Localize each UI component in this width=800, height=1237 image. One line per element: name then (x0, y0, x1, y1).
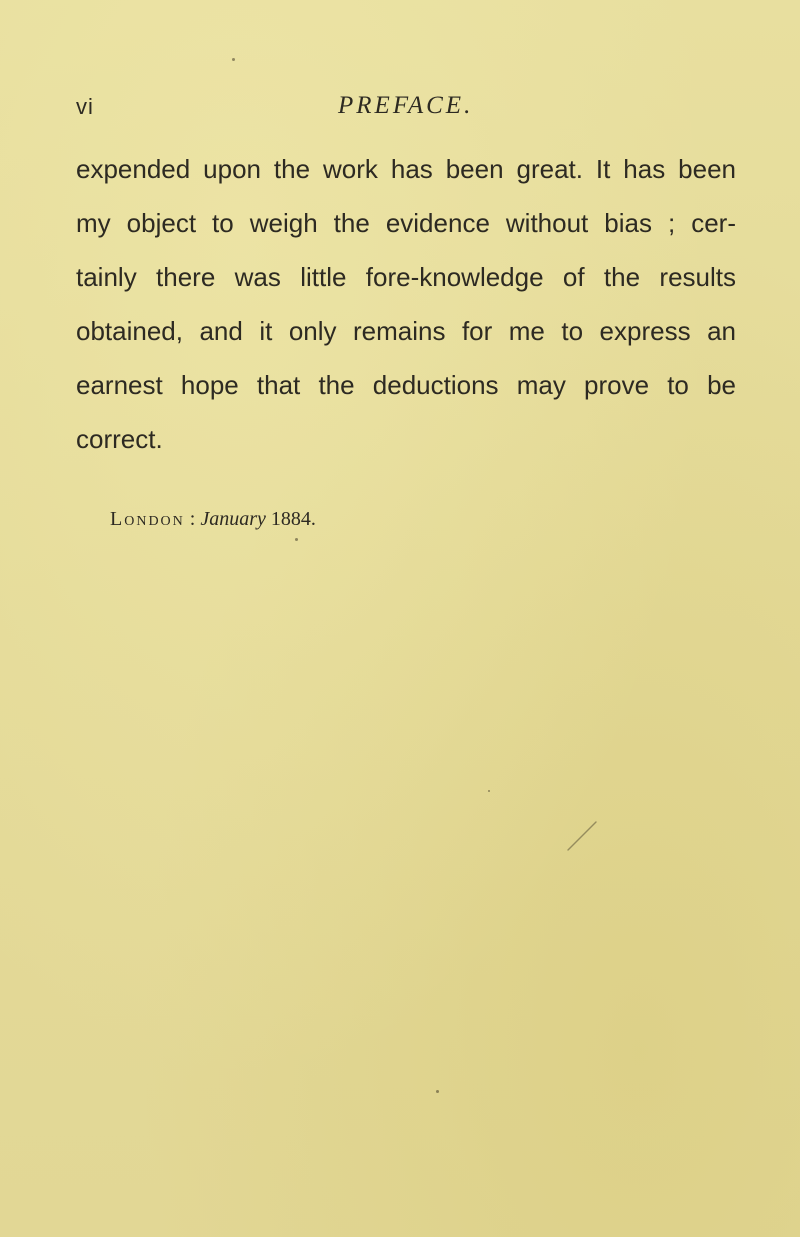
text-line: obtained, and it only remains for me to express an (76, 316, 736, 346)
month: January (200, 508, 266, 530)
place-date-line (110, 508, 316, 531)
running-title: PREFACE. (338, 92, 474, 119)
text-line: earnest hope that the deductions may prove to be (76, 370, 736, 400)
running-head (76, 92, 736, 128)
paper-speck-icon (436, 1090, 439, 1093)
paper-speck-icon (488, 790, 490, 792)
year: 1884. (265, 508, 316, 530)
page-number: vi (76, 94, 94, 119)
text-line: my object to weigh the evidence without bias ; cer- (76, 208, 736, 238)
paper-speck-icon (232, 58, 235, 61)
text-line: correct. (76, 424, 163, 454)
text-line: expended upon the work has been great. It has been (76, 154, 736, 184)
pencil-mark-icon (566, 820, 598, 852)
preface-paragraph (76, 142, 736, 466)
place-separator: : (184, 508, 201, 530)
text-line: tainly there was little fore-knowledge of the results (76, 262, 736, 292)
place-name: London (110, 508, 185, 530)
paper-speck-icon (295, 538, 298, 541)
